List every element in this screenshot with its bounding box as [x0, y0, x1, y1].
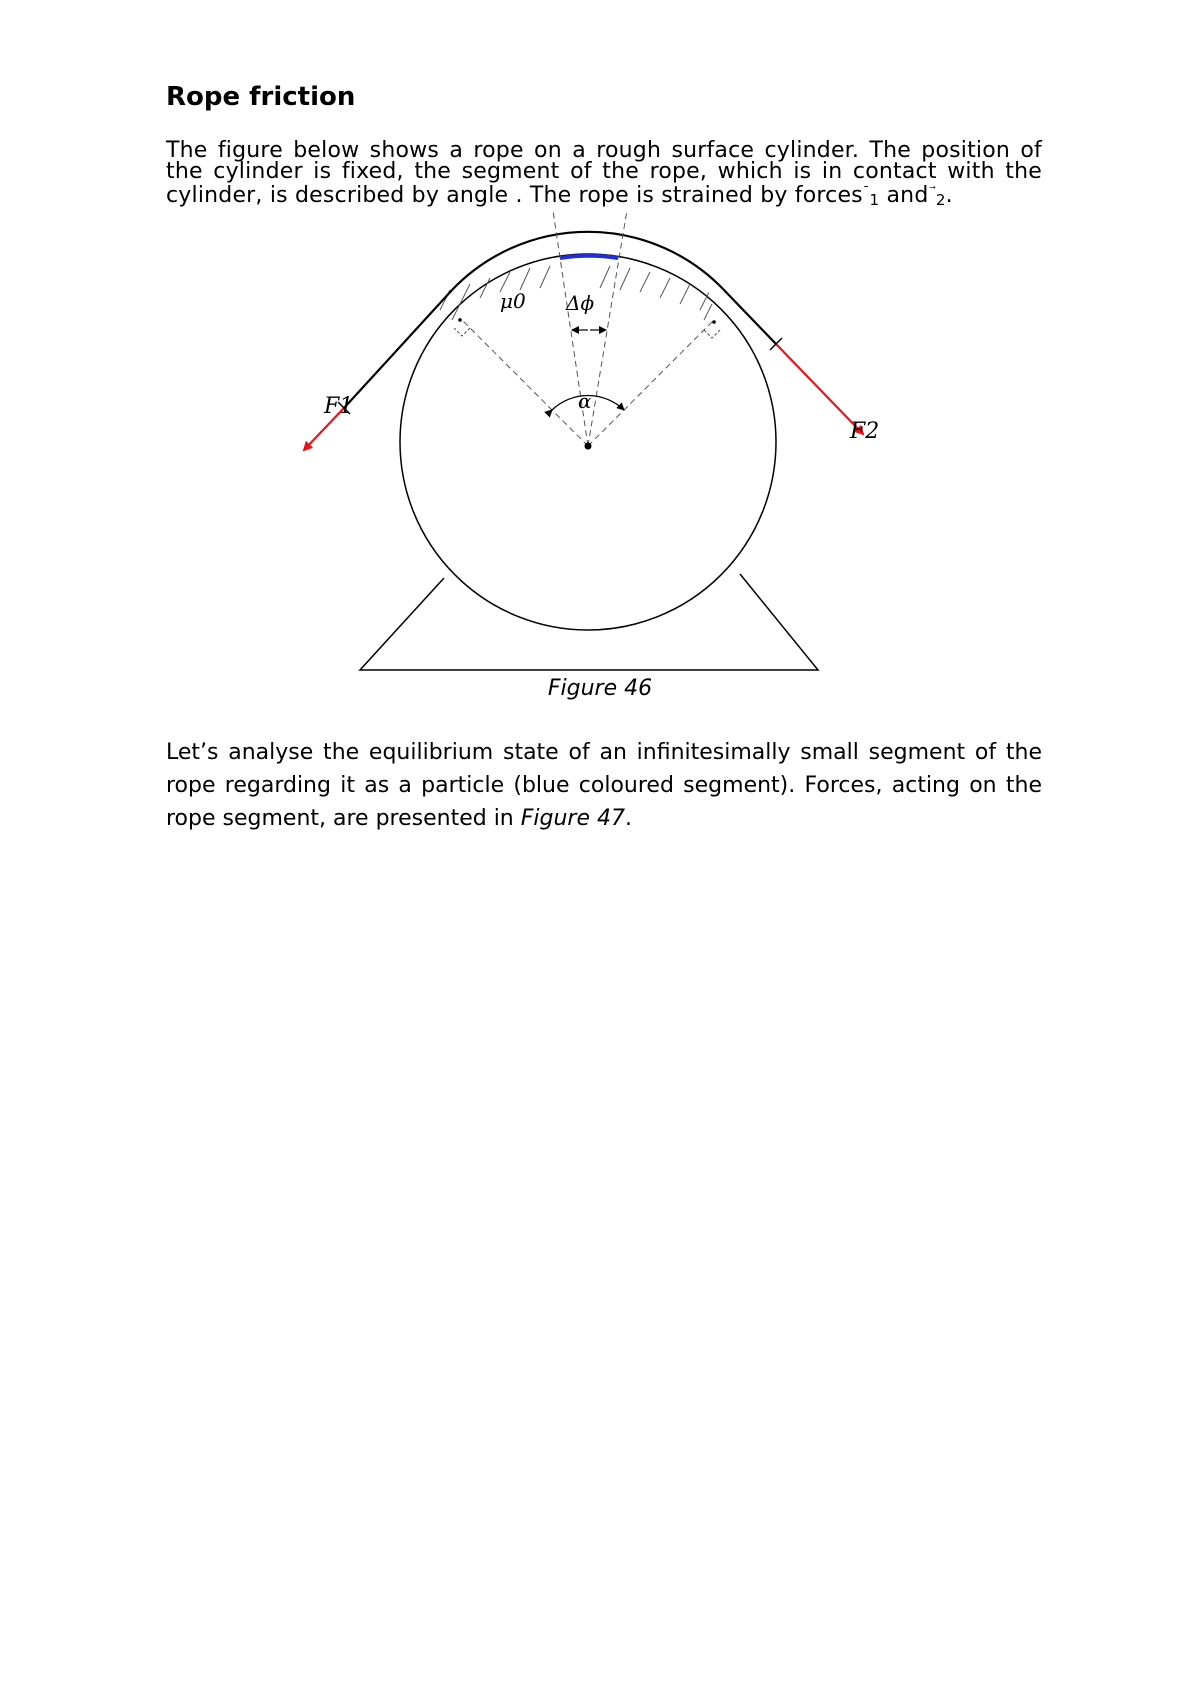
- intro-end: .: [945, 183, 953, 208]
- figure-reference[interactable]: Figure 47: [520, 806, 625, 831]
- tangent-dot-left: [458, 318, 462, 322]
- label-f2: F2: [850, 419, 880, 444]
- label-mu0: μ0: [500, 289, 526, 313]
- analysis-end: .: [625, 806, 632, 831]
- and-word: and: [879, 183, 936, 208]
- label-f1: F1: [324, 394, 354, 419]
- force-1-subscript: 1: [869, 191, 880, 209]
- cylinder-center: [585, 443, 592, 450]
- analysis-paragraph: [166, 736, 1042, 835]
- vector-arrow-symbol: ¯: [862, 185, 870, 200]
- force-2-subscript: 2: [935, 191, 946, 209]
- tangent-dot-right: [712, 320, 716, 324]
- rope-cylinder-diagram: [300, 210, 900, 680]
- figure-caption: Figure 46: [547, 676, 653, 701]
- rope-segment-blue: [560, 256, 618, 258]
- label-delta-phi: Δϕ: [566, 291, 595, 315]
- intro-paragraph: [166, 140, 1042, 211]
- analysis-text: Let’s analyse the equilibrium state of an infinitesimally small segment of the rope regarding it as a particle (blue coloured segment). Forces, acting on the rope segment, are presented in: [166, 740, 1042, 831]
- intro-text: The figure below shows a rope on a rough surface cylinder. The position of the cylinder is fixed, the segment of the rope, which is in contact with the cylinder, is described by angle . The rope is strained by forces: [166, 138, 1042, 208]
- label-alpha: α: [578, 389, 592, 413]
- section-heading: Rope friction: [166, 82, 356, 112]
